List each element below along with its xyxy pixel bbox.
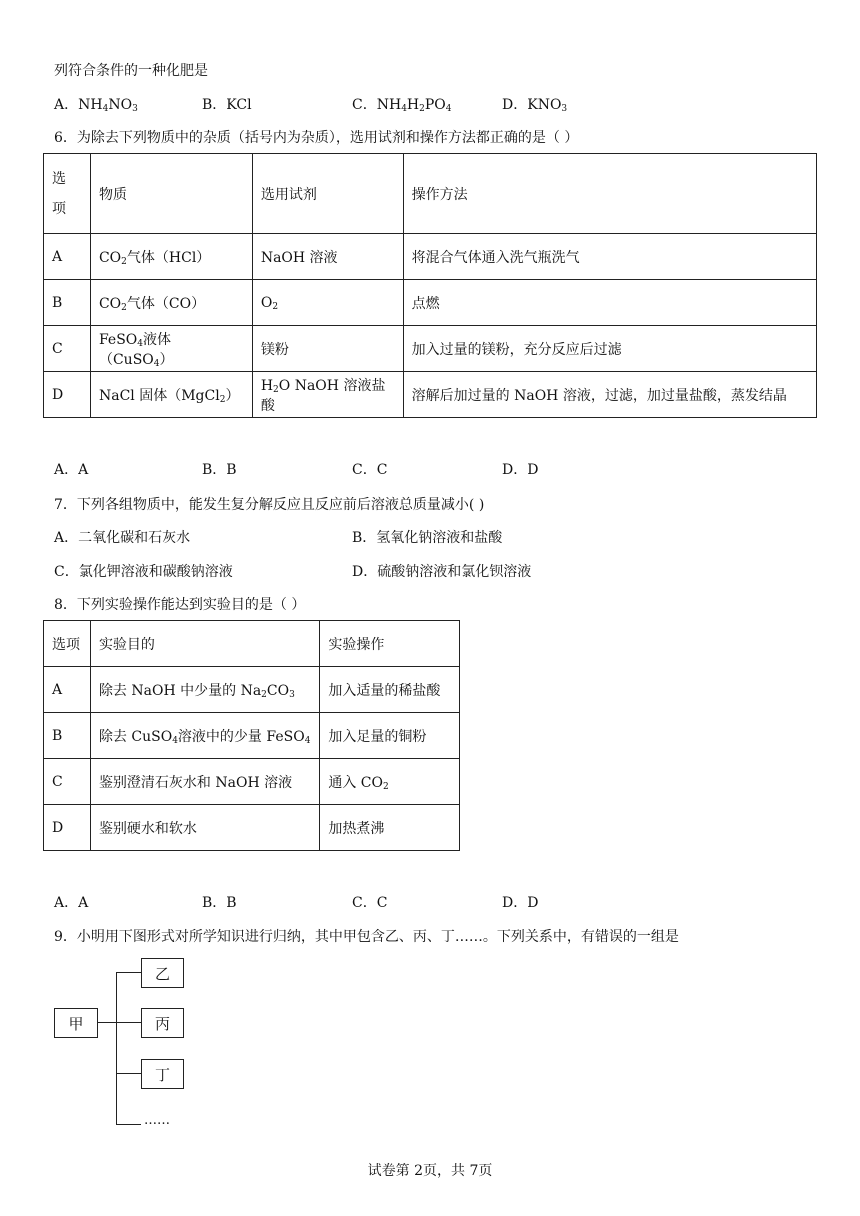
- q8-row-b: [44, 713, 460, 759]
- q8-option-a[interactable]: A．A: [54, 895, 89, 911]
- q7-option-a[interactable]: A．二氧化碳和石灰水: [54, 530, 191, 546]
- diagram-root-connector: [97, 1022, 116, 1023]
- q6-cell-substance: NaCl 固体（MgCl$_2$）: [90, 372, 252, 418]
- q8-table: [43, 620, 460, 851]
- q8-row-c: [44, 759, 460, 805]
- q9-stem: 9．小明用下图形式对所学知识进行归纳，其中甲包含乙、丙、丁……。下列关系中，有错误的一组是: [54, 929, 679, 945]
- q6-stem: 6．为除去下列物质中的杂质（括号内为杂质），选用试剂和操作方法都正确的是（ ）: [54, 130, 579, 146]
- q7-option-d[interactable]: D．硫酸钠溶液和氯化钡溶液: [352, 564, 532, 580]
- q6-cell-substance: $CO_2$气体（CO）: [90, 280, 252, 326]
- q6-header-row: [44, 154, 817, 234]
- q8-cell-purpose: 鉴别澄清石灰水和 NaOH 溶液: [90, 759, 319, 805]
- q6-cell-reagent: $O_2$: [252, 280, 403, 326]
- q8-options: [54, 892, 814, 912]
- q8-stem: 8．下列实验操作能达到实验目的是（ ）: [54, 597, 306, 613]
- q5-options: [54, 94, 814, 114]
- q6-cell-method: 加入过量的镁粉，充分反应后过滤: [403, 326, 816, 372]
- q8-cell-option: A: [44, 667, 91, 713]
- q6-row-c: [44, 326, 817, 372]
- q6-cell-option: D: [44, 372, 91, 418]
- q6-header-reagent: 选用试剂: [252, 154, 403, 234]
- q6-header-substance: 物质: [90, 154, 252, 234]
- diagram-child-box-2: 丙: [141, 1008, 184, 1038]
- q8-option-b[interactable]: B．B: [202, 895, 237, 911]
- q8-cell-operation: 加入适量的稀盐酸: [320, 667, 460, 713]
- q8-header-operation: 实验操作: [320, 621, 460, 667]
- diagram-trunk-line: [116, 972, 117, 1125]
- page-footer: 试卷第 2页，共 7页: [367, 1163, 493, 1179]
- q8-cell-operation: 通入 $CO_2$: [320, 759, 460, 805]
- q6-option-b[interactable]: B．B: [202, 462, 237, 478]
- q6-row-b: [44, 280, 817, 326]
- q6-option-a[interactable]: A．A: [54, 462, 89, 478]
- q6-header-method: 操作方法: [403, 154, 816, 234]
- diagram-branch-3: [116, 1073, 141, 1074]
- q6-row-d: [44, 372, 817, 418]
- q7-options-row-2: [54, 561, 814, 581]
- q6-cell-reagent: NaOH 溶液: [252, 234, 403, 280]
- q6-cell-method: 将混合气体通入洗气瓶洗气: [403, 234, 816, 280]
- q6-header-option: 选 项: [44, 154, 91, 234]
- q8-option-c[interactable]: C．C: [352, 895, 388, 911]
- q8-option-d[interactable]: D．D: [502, 895, 539, 911]
- q5-option-c[interactable]: C．$NH_4H_2PO_4$: [352, 97, 452, 114]
- q6-row-a: [44, 234, 817, 280]
- q6-cell-option: C: [44, 326, 91, 372]
- q8-cell-purpose: 鉴别硬水和软水: [90, 805, 319, 851]
- q6-cell-method: 点燃: [403, 280, 816, 326]
- q6-table: [43, 153, 817, 418]
- q5-option-b[interactable]: B．KCl: [202, 97, 252, 113]
- q7-option-c[interactable]: C．氯化钾溶液和碳酸钠溶液: [54, 564, 233, 580]
- q6-cell-option: B: [44, 280, 91, 326]
- q8-header-row: [44, 621, 460, 667]
- q6-cell-substance: $CO_2$气体（HCl）: [90, 234, 252, 280]
- diagram-branch-4: [116, 1124, 141, 1125]
- q8-cell-operation: 加热煮沸: [320, 805, 460, 851]
- diagram-root-box: 甲: [54, 1008, 98, 1038]
- q8-cell-purpose: 除去 NaOH 中少量的 $Na_2CO_3$: [90, 667, 319, 713]
- q6-cell-reagent: $H_2O$ NaOH 溶液盐酸: [252, 372, 403, 418]
- q8-cell-option: B: [44, 713, 91, 759]
- diagram-ellipsis: ……: [144, 1113, 170, 1128]
- diagram-branch-2: [116, 1022, 141, 1023]
- q7-options-row-1: [54, 527, 814, 547]
- q7-stem: 7．下列各组物质中，能发生复分解反应且反应前后溶液总质量减小( ): [54, 497, 485, 513]
- q6-option-c[interactable]: C．C: [352, 462, 388, 478]
- q6-cell-reagent: 镁粉: [252, 326, 403, 372]
- q6-cell-option: A: [44, 234, 91, 280]
- q5-option-a[interactable]: A．$NH_4NO_3$: [54, 97, 138, 114]
- q8-cell-operation: 加入足量的铜粉: [320, 713, 460, 759]
- q8-cell-option: C: [44, 759, 91, 805]
- q8-cell-option: D: [44, 805, 91, 851]
- q8-cell-purpose: 除去 CuSO$_4$溶液中的少量 FeSO$_4$: [90, 713, 319, 759]
- q6-options: [54, 459, 814, 479]
- diagram-child-box-1: 乙: [141, 958, 184, 988]
- q8-header-purpose: 实验目的: [90, 621, 319, 667]
- q5-option-d[interactable]: D．$KNO_3$: [502, 97, 568, 114]
- q5-stem-tail: 列符合条件的一种化肥是: [54, 63, 208, 79]
- q6-cell-substance: FeSO$_4$液体（CuSO$_4$）: [90, 326, 252, 372]
- diagram-child-box-3: 丁: [141, 1059, 184, 1089]
- q7-option-b[interactable]: B．氢氧化钠溶液和盐酸: [352, 530, 503, 546]
- q8-row-a: [44, 667, 460, 713]
- q6-option-d[interactable]: D．D: [502, 462, 539, 478]
- q8-row-d: [44, 805, 460, 851]
- q8-header-option: 选项: [44, 621, 91, 667]
- diagram-branch-1: [116, 972, 141, 973]
- q6-cell-method: 溶解后加过量的 NaOH 溶液，过滤，加过量盐酸，蒸发结晶: [403, 372, 816, 418]
